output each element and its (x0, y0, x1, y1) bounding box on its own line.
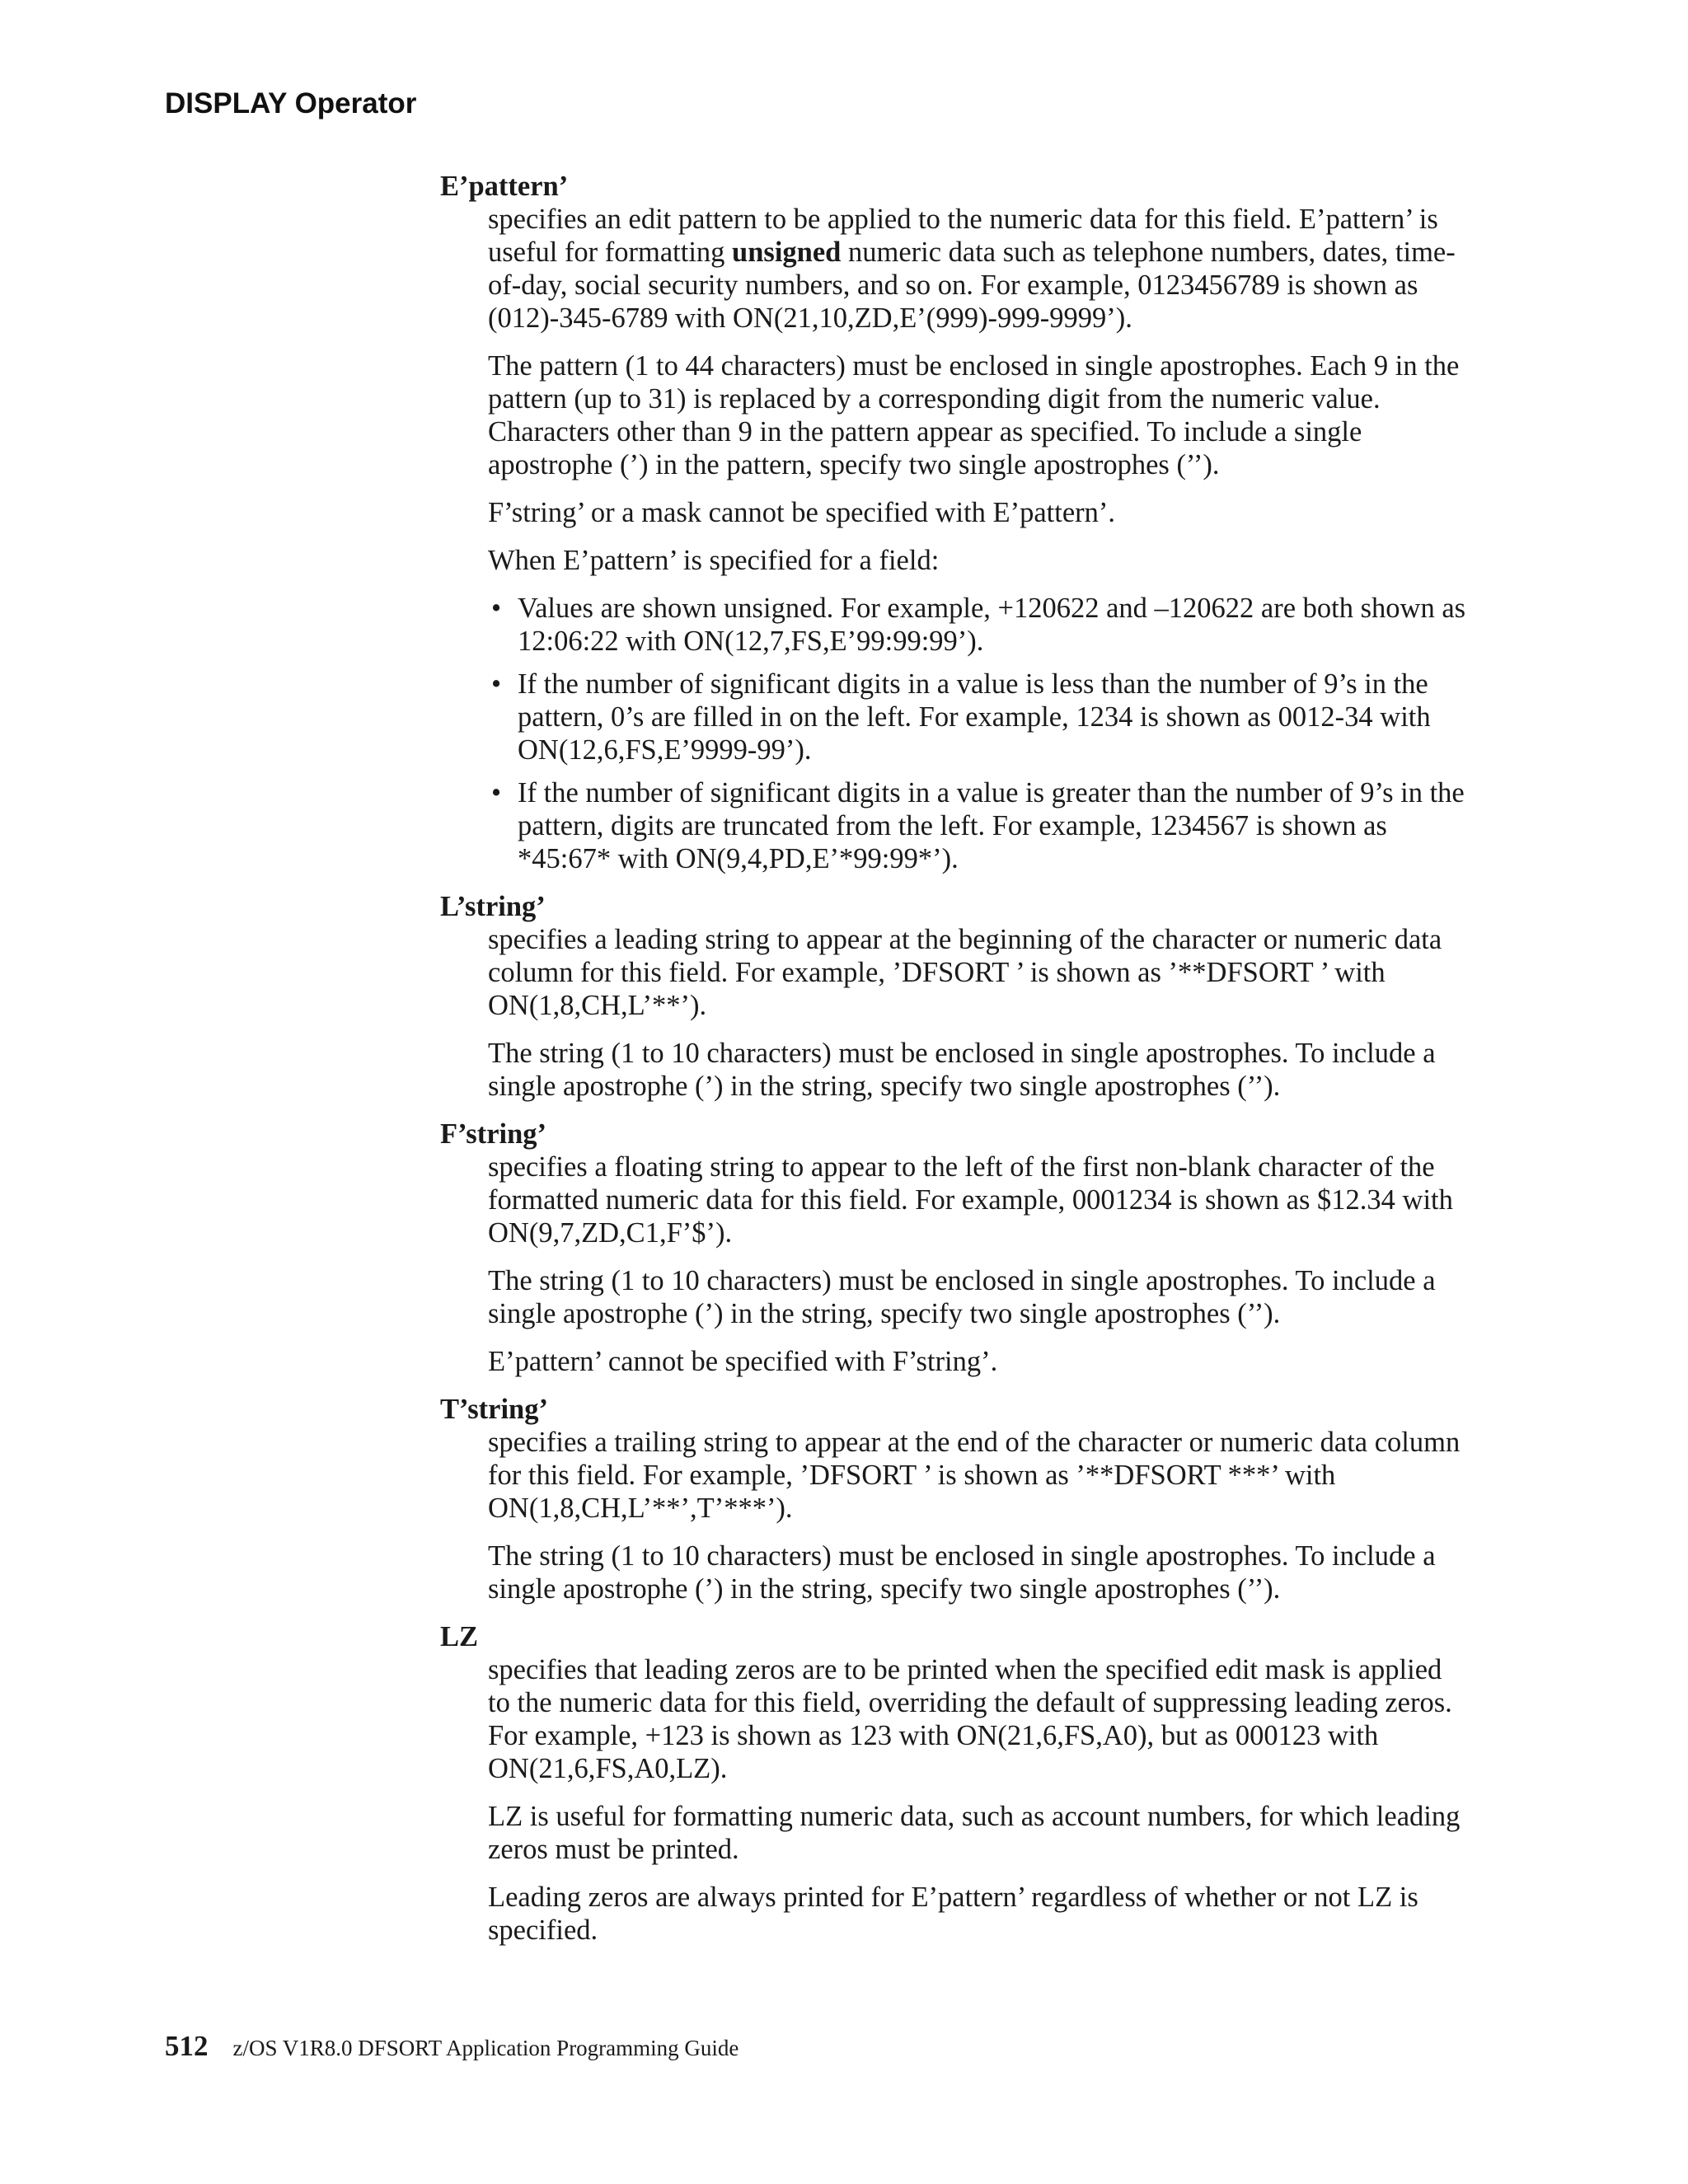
bullet-icon: • (491, 668, 502, 700)
paragraph: The string (1 to 10 characters) must be enclosed in single apostrophes. To include a single apostrophe (’) in the string, specify two single apostrophes (’’). (488, 1540, 1436, 1605)
entry-l-string (440, 890, 1470, 1103)
bullet-icon: • (491, 777, 502, 808)
term-f-string: F’string’ (440, 1118, 547, 1150)
paragraph: E’pattern’ cannot be specified with F’string’. (488, 1346, 998, 1377)
list-item (488, 592, 1470, 658)
list-item (488, 776, 1470, 875)
list-item-text: Values are shown unsigned. For example, +120622 and –120622 are both shown as 12:06:22 with ON(12,7,FS,E’99:99:99’). (518, 593, 1466, 657)
term-t-string: T’string’ (440, 1394, 548, 1425)
page-footer (165, 2030, 738, 2063)
entry-lz (440, 1620, 1470, 1947)
book-title: z/OS V1R8.0 DFSORT Application Programming Guide (232, 2036, 739, 2060)
e-pattern-bullet-list (488, 592, 1470, 875)
list-item (488, 668, 1470, 766)
term-l-string: L’string’ (440, 891, 546, 922)
paragraph: Leading zeros are always printed for E’pattern’ regardless of whether or not LZ is specified. (488, 1882, 1418, 1946)
paragraph: The string (1 to 10 characters) must be enclosed in single apostrophes. To include a single apostrophe (’) in the string, specify two single apostrophes (’’). (488, 1265, 1436, 1329)
paragraph: specifies a leading string to appear at the beginning of the character or numeric data column for this field. For example, ’DFSORT ’ is shown as ’**DFSORT ’ with ON(1,8,CH,L’**’). (488, 924, 1442, 1021)
definition-f-string (488, 1151, 1470, 1378)
page-number: 512 (165, 2030, 209, 2062)
e-pattern-list-intro: When E’pattern’ is specified for a field: (488, 545, 940, 576)
definition-l-string (488, 923, 1470, 1103)
term-e-pattern: E’pattern’ (440, 171, 569, 202)
entry-t-string (440, 1393, 1470, 1605)
e-pattern-usage-bold: unsigned (732, 237, 842, 268)
term-lz: LZ (440, 1621, 479, 1652)
paragraph: specifies a trailing string to appear at the end of the character or numeric data column for this field. For example, ’DFSORT ’ is shown as ’**DFSORT ***’ with ON(1,8,CH,L’**’,T’***’). (488, 1427, 1461, 1524)
list-item-text: If the number of significant digits in a value is greater than the number of 9’s in the pattern, digits are truncated from the left. For example, 1234567 is shown as *45:67* with ON(9,4,PD,E’*99:99*’). (518, 777, 1465, 874)
definition-t-string (488, 1426, 1470, 1605)
bullet-icon: • (491, 593, 502, 624)
paragraph: LZ is useful for formatting numeric data, such as account numbers, for which leading zeros must be printed. (488, 1801, 1461, 1865)
e-pattern-intro (488, 203, 1470, 335)
definition-e-pattern (488, 203, 1470, 875)
entry-f-string (440, 1118, 1470, 1378)
paragraph: The string (1 to 10 characters) must be enclosed in single apostrophes. To include a single apostrophe (’) in the string, specify two single apostrophes (’’). (488, 1038, 1436, 1102)
running-head: DISPLAY Operator (165, 87, 417, 120)
e-pattern-restriction: F’string’ or a mask cannot be specified with E’pattern’. (488, 497, 1116, 528)
paragraph: specifies a floating string to appear to the left of the first non-blank character of the formatted numeric data for this field. For example, 0001234 is shown as $12.34 with ON(9,7,ZD,C1,F’$’). (488, 1151, 1453, 1249)
e-pattern-rules: The pattern (1 to 44 characters) must be enclosed in single apostrophes. Each 9 in the pattern (up to 31) is replaced by a corresponding digit from the numeric value. Characters other than 9 in the pattern appear as specified. To include a single apostrophe (’) in the pattern, specify two single apostrophes (’’). (488, 350, 1460, 480)
e-pattern-usage-before: E’pattern’ is useful for formatting (488, 204, 1438, 268)
paragraph: specifies that leading zeros are to be printed when the specified edit mask is applied to the numeric data for this field, overriding the default of suppressing leading zeros. For example, +123 is shown as 123 with ON(21,6,FS,A0), but as 000123 with ON(21,6,FS,A0,LZ). (488, 1654, 1452, 1784)
definition-lz (488, 1653, 1470, 1947)
e-pattern-summary: specifies an edit pattern to be applied to the numeric data for this field. (488, 204, 1292, 235)
list-item-text: If the number of significant digits in a value is less than the number of 9’s in the pattern, 0’s are filled in on the left. For example, 1234 is shown as 0012-34 with ON(12,6,FS,E’9999-99’). (518, 668, 1431, 766)
e-pattern-usage-after: numeric data such as telephone numbers, dates, time-of-day, social security numbers, and so on. For example, 0123456789 is shown as (012)-345-6789 with ON(21,10,ZD,E’(999)-999-9999’). (488, 237, 1456, 334)
definition-list (440, 170, 1470, 1961)
entry-e-pattern (440, 170, 1470, 875)
